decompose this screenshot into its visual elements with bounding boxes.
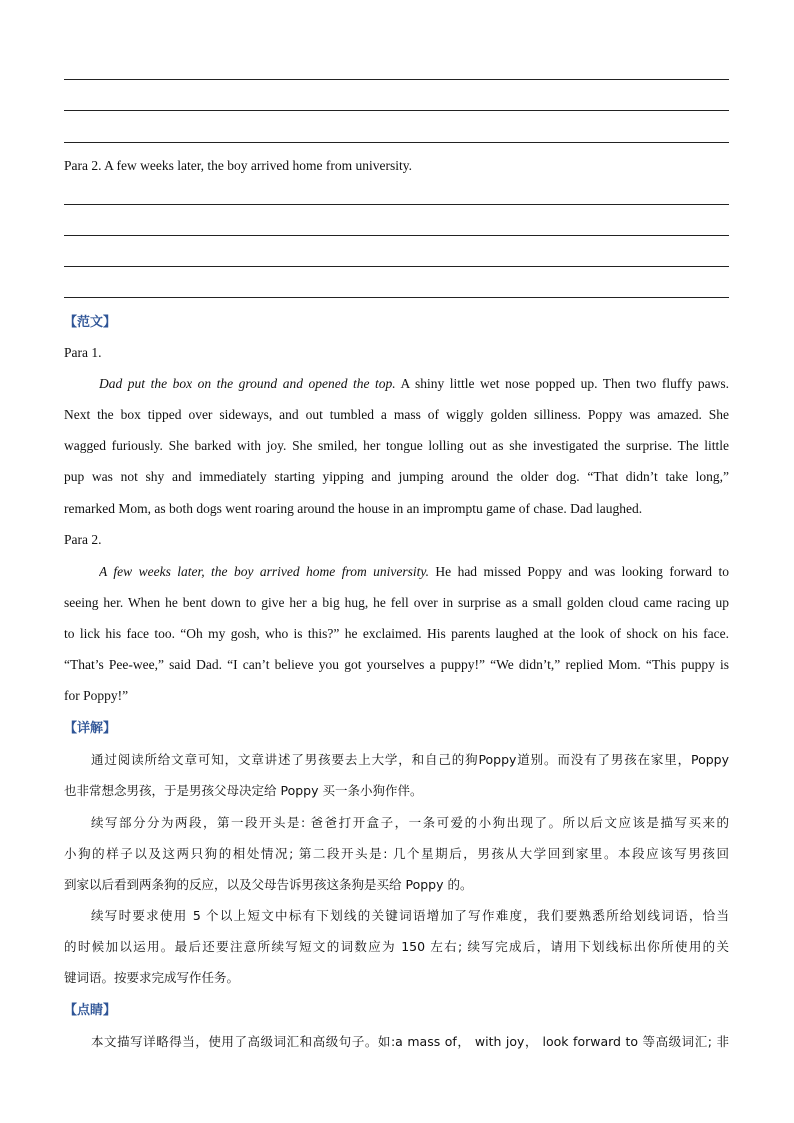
explanation-line: 续写部分分为两段，第一段开头是: 爸爸打开盒子，一条可爱的小狗出现了。所以后文应该是描写买来的 [91, 815, 729, 830]
explanation-line: 小狗的样子以及这两只狗的相处情况; 第二段开头是: 几个星期后，男孩从大学回到家里。本段应该写男孩回 [64, 846, 729, 861]
sample-line: to lick his face too. “Oh my gosh, who is this?” he exclaimed. His parents laughed at the look of shock on his face. [64, 626, 729, 641]
writing-line [64, 142, 729, 143]
sample-line: wagged furiously. She barked with joy. She smiled, her tongue lolling out as she investigated the surprise. The little [64, 438, 729, 453]
writing-line [64, 266, 729, 267]
dianjing-heading: 【点睛】 [64, 1003, 117, 1018]
sample-line: pup was not shy and immediately starting yipping and jumping around the older dog. “That didn’t take long,” [64, 469, 729, 484]
para2-label: Para 2. [64, 532, 102, 547]
explanation-line: 的时候加以运用。最后还要注意所续写短文的词数应为 150 左右; 续写完成后，请用下划线标出你所使用的关 [64, 939, 729, 954]
writing-line [64, 297, 729, 298]
explanation-line: 键词语。按要求完成写作任务。 [64, 970, 240, 985]
writing-line [64, 204, 729, 205]
explanation-line: 通过阅读所给文章可知，文章讲述了男孩要去上大学，和自己的狗Poppy道别。而没有了男孩在家里，Poppy [91, 752, 729, 767]
explanation-line: 到家以后看到两条狗的反应，以及父母告诉男孩这条狗是买给 Poppy 的。 [64, 877, 473, 892]
xiangjie-heading: 【详解】 [64, 721, 117, 736]
sample-line: “That’s Pee-wee,” said Dad. “I can’t believe you got yourselves a puppy!” “We didn’t,” replied Mom. “This puppy is [64, 657, 729, 672]
explanation-line: 也非常想念男孩，于是男孩父母决定给 Poppy 买一条小狗作伴。 [64, 783, 423, 798]
explanation-line: 续写时要求使用 5 个以上短文中标有下划线的关键词语增加了写作难度，我们要熟悉所给划线词语，恰当 [91, 908, 729, 923]
writing-line [64, 235, 729, 236]
comment-line: 本文描写详略得当，使用了高级词汇和高级句子。如:a mass of， with joy， look forward to 等高级词汇; 非 [91, 1034, 729, 1049]
para2-prompt: Para 2. A few weeks later, the boy arrived home from university. [64, 158, 412, 173]
sample-line: remarked Mom, as both dogs went roaring around the house in an impromptu game of chase. Dad laughed. [64, 501, 643, 516]
sample-line: seeing her. When he bent down to give her a big hug, he fell over in surprise as a small golden cloud came racing up [64, 595, 729, 610]
sample-line: for Poppy!” [64, 688, 129, 703]
para1-label: Para 1. [64, 345, 102, 360]
sample-line: Dad put the box on the ground and opened the top. A shiny little wet nose popped up. Then two fluffy paws. [99, 376, 729, 391]
writing-line [64, 110, 729, 111]
writing-line [64, 79, 729, 80]
sample-line: A few weeks later, the boy arrived home from university. He had missed Poppy and was looking forward to [99, 564, 729, 579]
sample-line: Next the box tipped over sideways, and out tumbled a mass of wiggly golden silliness. Poppy was amazed. She [64, 407, 729, 422]
fanwen-heading: 【范文】 [64, 315, 117, 330]
